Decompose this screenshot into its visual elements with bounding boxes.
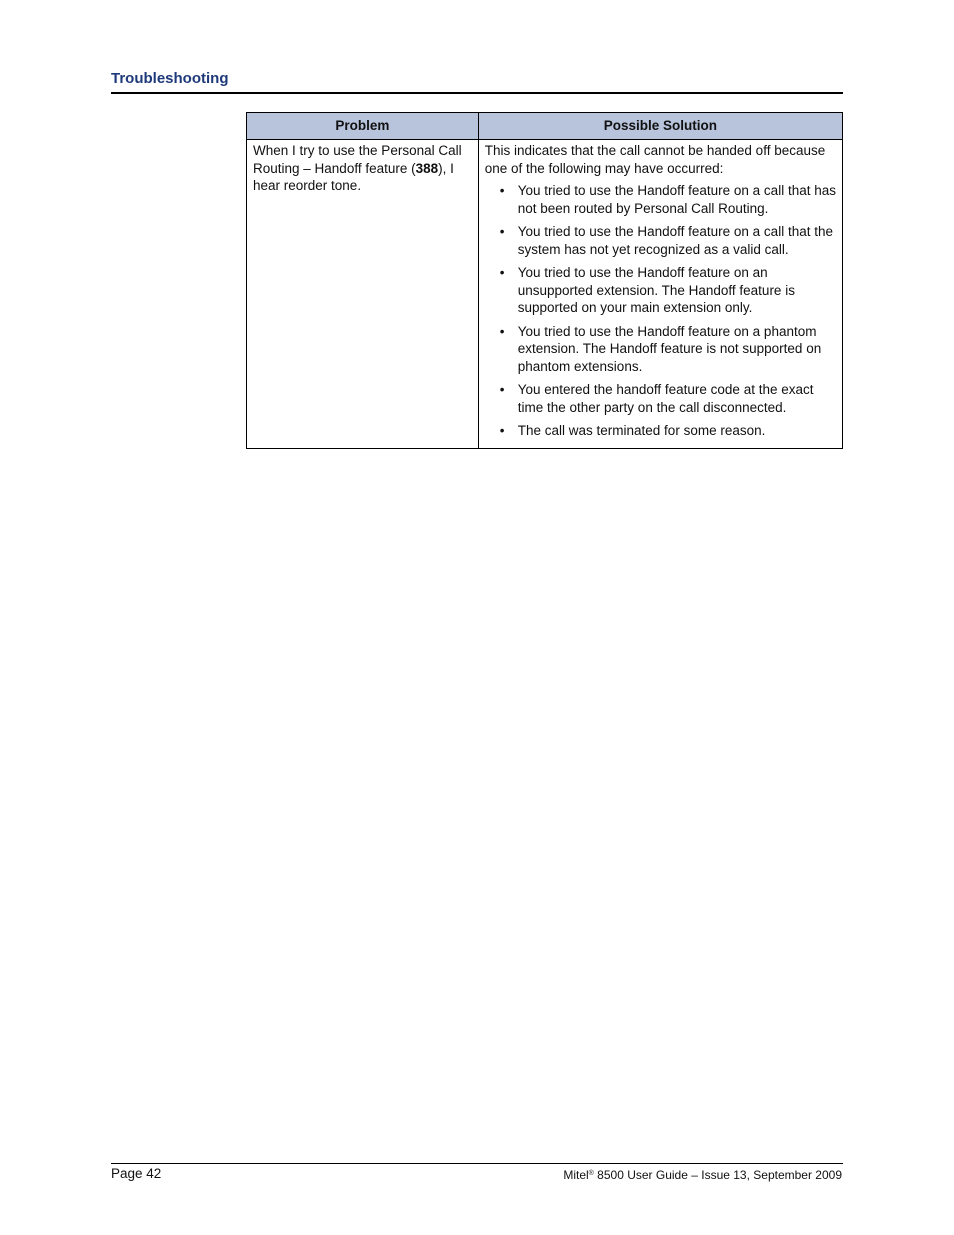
solution-intro: This indicates that the call cannot be handed off because one of the following may have occurred: bbox=[484, 143, 826, 176]
bullet-icon: • bbox=[499, 183, 505, 198]
list-item bbox=[485, 223, 836, 258]
list-item-text: You entered the handoff feature code at the exact time the other party on the call disconnected. bbox=[517, 382, 814, 415]
column-header-problem: Problem bbox=[247, 113, 479, 140]
list-item-text: The call was terminated for some reason. bbox=[517, 423, 766, 438]
brand-name: Mitel bbox=[563, 1168, 589, 1182]
list-item bbox=[485, 323, 836, 376]
table-header-row bbox=[247, 113, 843, 140]
problem-cell bbox=[247, 140, 479, 449]
table-row bbox=[247, 140, 843, 449]
feature-code: 388 bbox=[415, 160, 439, 176]
problem-text-start: When I try to use the Personal Call Routing – Handoff feature ( bbox=[253, 143, 462, 176]
problem-text-end: ), I hear reorder tone. bbox=[253, 160, 454, 193]
list-item-text: You tried to use the Handoff feature on a phantom extension. The Handoff feature is not supported on phantom extensions. bbox=[517, 323, 822, 374]
page-number: Page 42 bbox=[111, 1166, 162, 1181]
bullet-icon: • bbox=[499, 323, 505, 339]
list-item bbox=[485, 422, 836, 440]
list-item-text: You tried to use the Handoff feature on a call that the system has not yet recognized as a valid call. bbox=[517, 224, 833, 257]
bullet-icon: • bbox=[499, 423, 505, 438]
bullet-icon: • bbox=[499, 382, 505, 397]
column-header-solution: Possible Solution bbox=[478, 113, 842, 140]
troubleshooting-table bbox=[246, 112, 843, 449]
list-item bbox=[485, 182, 836, 217]
bullet-icon: • bbox=[499, 265, 505, 280]
list-item bbox=[485, 264, 836, 317]
document-title bbox=[563, 1168, 842, 1182]
section-title: Troubleshooting bbox=[111, 70, 229, 87]
list-item bbox=[485, 381, 836, 416]
document-title-text: 8500 User Guide – Issue 13, September 2009 bbox=[593, 1168, 842, 1182]
list-item-text: You tried to use the Handoff feature on an unsupported extension. The Handoff feature is supported on your main extension only. bbox=[517, 265, 795, 315]
registered-mark: ® bbox=[588, 1170, 594, 1177]
bullet-icon: • bbox=[499, 224, 505, 239]
solution-list bbox=[485, 182, 836, 440]
solution-cell bbox=[478, 140, 842, 449]
list-item-text: You tried to use the Handoff feature on a call that has not been routed by Personal Call Routing. bbox=[517, 183, 836, 216]
footer-divider bbox=[111, 1163, 843, 1164]
header-divider bbox=[111, 92, 843, 94]
